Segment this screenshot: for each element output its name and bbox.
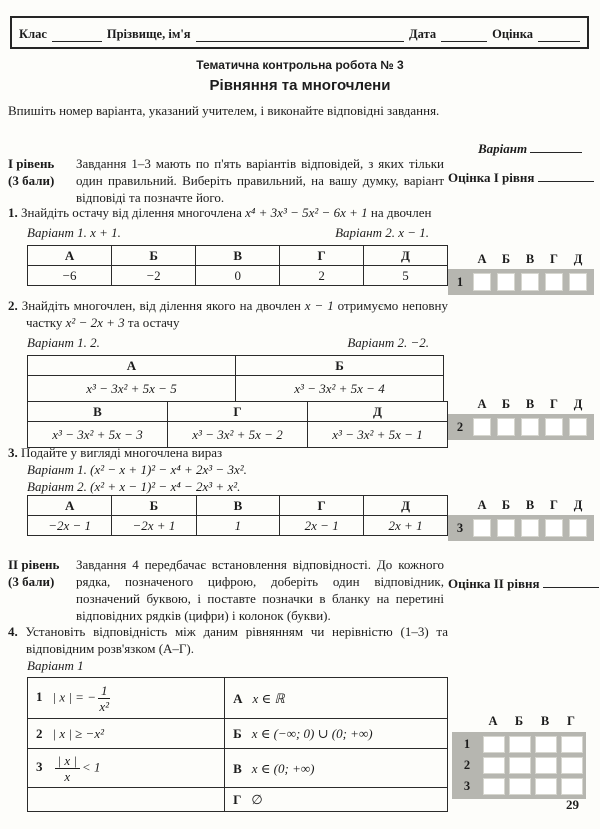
task1-header-cell: В (196, 246, 280, 266)
class-blank-field[interactable] (52, 28, 102, 42)
task4-matching-table (27, 677, 448, 812)
task1-variants (27, 224, 429, 241)
answer-checkbox[interactable] (535, 736, 557, 753)
task4-option-B: Б x ∈ (−∞; 0) ∪ (0; +∞) (225, 719, 448, 749)
task-1 (8, 204, 448, 286)
answer-checkbox[interactable] (483, 757, 505, 774)
task4-option-V: В x ∈ (0; +∞) (225, 749, 448, 788)
variant-label: Варіант (478, 141, 528, 156)
task2-value-cell: x³ − 3x² + 5x − 1 (308, 421, 448, 447)
answer-checkbox[interactable] (545, 273, 563, 291)
level2-score-line (448, 574, 599, 592)
task4-item-2: 2 | x | ≥ −x² (28, 719, 225, 749)
answer-checkbox[interactable] (473, 273, 491, 291)
task1-text: 1. Знайдіть остачу від ділення многочлена x⁴ + 3x³ − 5x² − 6x + 1 на двочлен (8, 205, 432, 220)
task4-item-3: 3 $\frac{| x |}{x}$ < 1 (28, 749, 225, 788)
level2-points: (3 бали) (8, 574, 55, 589)
task3-value-cell: 2x − 1 (280, 516, 364, 536)
date-blank-field[interactable] (441, 28, 487, 42)
task3-header-cell: Б (112, 496, 196, 516)
answer-grid-4-letters: А Б В Г (488, 714, 575, 728)
answer-grid-1 (448, 252, 594, 295)
task1-variant2: Варіант 2. x − 1. (335, 225, 429, 240)
level2-label (8, 556, 72, 590)
task2-answers-table-bottom (27, 401, 448, 448)
task2-variants (27, 334, 429, 351)
task4-option-A: А x ∈ ℝ (225, 678, 448, 719)
level1-points: (3 бали) (8, 173, 55, 188)
answer-grid-3 (448, 498, 594, 541)
answer-checkbox[interactable] (569, 273, 587, 291)
answer-checkbox[interactable] (535, 757, 557, 774)
task4-item-1: 1 | x | = − $\frac{1}{\text{x²}}$ (28, 678, 225, 719)
task3-header-cell: В (196, 496, 280, 516)
task1-answers-table (27, 245, 448, 286)
task2-header-cell: А (28, 356, 236, 376)
answer-grid-1-row-number: 1 (456, 274, 464, 289)
answer-grid-2-letters: А Б В Г Д (477, 397, 583, 411)
work-title: Тематична контрольна робота № 3 (196, 58, 404, 72)
task4-number: 4. (8, 624, 18, 639)
task1-value-cell: 2 (280, 266, 364, 286)
date-label: Дата (409, 27, 437, 41)
task2-value-cell: x³ − 3x² + 5x − 4 (236, 376, 444, 402)
answer-grid-4 (452, 714, 592, 799)
task2-variant1: Варіант 1. 2. (27, 335, 100, 350)
answer-checkbox[interactable] (497, 418, 515, 436)
answer-grid-3-row-number: 3 (456, 520, 464, 535)
answer-checkbox[interactable] (521, 273, 539, 291)
answer-checkbox[interactable] (497, 273, 515, 291)
answer-grid-1-strip (448, 269, 594, 295)
task2-value-cell: x³ − 3x² + 5x − 2 (168, 421, 308, 447)
name-blank-field[interactable] (196, 28, 404, 42)
task1-value-cell: −6 (28, 266, 112, 286)
task3-text: 3. Подайте у вигляді многочлена вираз (8, 445, 223, 460)
class-label: Клас (19, 27, 47, 41)
task2-header-cell: В (28, 401, 168, 421)
task3-header-cell: А (28, 496, 112, 516)
answer-grid-4-row-3: 3 (455, 778, 583, 795)
answer-grid-2-row-number: 2 (456, 419, 464, 434)
answer-checkbox[interactable] (561, 757, 583, 774)
answer-checkbox[interactable] (509, 757, 531, 774)
task1-header-cell: Б (112, 246, 196, 266)
level2-name: ІІ рівень (8, 557, 60, 572)
level1-instructions: Завдання 1–3 мають по п'ять варіантів відповідей, з яких тільки один правильний. Виберіть правильний, на вашу думку, варіант відповіді та позначте його. (76, 156, 444, 205)
task2-header-cell: Г (168, 401, 308, 421)
level2-instructions: Завдання 4 передбачає встановлення відповідності. До кожного рядка, позначеного цифрою, доберіть один відповідник, позначений буквою, і поставте позначки в бланку на перетині відповідних рядків (цифри) і колонок (букви). (76, 557, 444, 623)
answer-checkbox[interactable] (569, 418, 587, 436)
task2-value-cell: x³ − 3x² + 5x − 5 (28, 376, 236, 402)
name-label: Прізвище, ім'я (106, 27, 191, 41)
task1-header-cell: А (28, 246, 112, 266)
level1-name: І рівень (8, 156, 55, 171)
answer-checkbox[interactable] (509, 778, 531, 795)
task4-text: 4. Установіть відповідність між даним рівнянням чи нерівністю (1–3) та відповідним розв'язком (А–Г). (8, 624, 449, 656)
answer-grid-1-letters: А Б В Г Д (477, 252, 583, 266)
answer-grid-3-letters: А Б В Г Д (477, 498, 583, 512)
intro-text: Впишіть номер варіанта, указаний учителем, і виконайте відповідні завдання. (8, 103, 440, 118)
level1-score-label: Оцінка І рівня (448, 170, 535, 185)
table-row (28, 749, 448, 788)
task3-value-cell: −2x + 1 (112, 516, 196, 536)
task2-formula1: x − 1 (304, 298, 334, 313)
task2-variant2: Варіант 2. −2. (347, 335, 429, 350)
task1-value-cell: −2 (112, 266, 196, 286)
task2-number: 2. (8, 298, 18, 313)
level2-score-label: Оцінка ІІ рівня (448, 576, 540, 591)
task-3 (8, 444, 448, 536)
task1-variant1: Варіант 1. x + 1. (27, 225, 121, 240)
task4-variant-title: Варіант 1 (27, 658, 84, 673)
task1-header-cell: Г (280, 246, 364, 266)
task3-value-cell: 2x + 1 (364, 516, 448, 536)
answer-checkbox[interactable] (483, 736, 505, 753)
answer-checkbox[interactable] (561, 736, 583, 753)
task3-variant2: Варіант 2. (x² + x − 1)² − x⁴ − 2x³ + x². (27, 479, 241, 494)
task-4 (8, 623, 448, 812)
task1-number: 1. (8, 205, 18, 220)
answer-grid-4-block (452, 732, 586, 799)
fraction: $\frac{| x |}{x}$ (55, 753, 80, 784)
level2-score-blank-field[interactable] (543, 574, 599, 588)
task3-variant1: Варіант 1. (x² − x + 1)² − x⁴ + 2x³ − 3x². (27, 462, 247, 477)
grade-label: Оцінка (492, 27, 533, 41)
answer-checkbox[interactable] (561, 778, 583, 795)
task1-header-cell: Д (364, 246, 448, 266)
task1-value-cell: 0 (196, 266, 280, 286)
answer-checkbox[interactable] (521, 418, 539, 436)
table-row (28, 788, 448, 812)
answer-grid-4-row-2: 2 (455, 757, 583, 774)
grade-blank-field[interactable] (538, 28, 580, 42)
answer-checkbox[interactable] (521, 519, 539, 537)
answer-checkbox[interactable] (497, 519, 515, 537)
answer-grid-2 (448, 397, 594, 440)
task3-value-cell: −2x − 1 (28, 516, 112, 536)
page-number: 29 (566, 797, 579, 812)
table-row (28, 678, 448, 719)
task2-answers-table-top (27, 355, 444, 402)
fraction: $\frac{1}{\text{x²}}$ (99, 682, 110, 714)
variant-blank-field[interactable] (530, 139, 582, 153)
task1-value-cell: 5 (364, 266, 448, 286)
variant-line (478, 139, 582, 157)
answer-checkbox[interactable] (569, 519, 587, 537)
answer-grid-4-row-1: 1 (455, 736, 583, 753)
answer-grid-2-strip (448, 414, 594, 440)
answer-checkbox[interactable] (473, 418, 491, 436)
topic-title: Рівняння та многочлени (209, 77, 391, 94)
task2-header-cell: Д (308, 401, 448, 421)
task3-answers-table (27, 495, 448, 536)
task-2 (8, 297, 448, 448)
task1-formula: x⁴ + 3x³ − 5x² − 6x + 1 (245, 205, 368, 220)
answer-grid-3-strip (448, 515, 594, 541)
answer-checkbox[interactable] (483, 778, 505, 795)
task3-value-cell: 1 (196, 516, 280, 536)
task3-header-cell: Г (280, 496, 364, 516)
answer-checkbox[interactable] (545, 519, 563, 537)
task2-formula2: x² − 2x + 3 (65, 315, 125, 330)
table-row (28, 719, 448, 749)
task3-variants (27, 461, 448, 495)
task3-number: 3. (8, 445, 18, 460)
task2-value-cell: x³ − 3x² + 5x − 3 (28, 421, 168, 447)
level1-score-line (448, 168, 594, 186)
task4-option-G: Г ∅ (225, 788, 448, 812)
task4-item-empty (28, 788, 225, 812)
task2-text: 2. Знайдіть многочлен, від ділення якого на двочлен x − 1 отримуємо неповну частку x² − 2x + 3 та остачу (8, 298, 449, 330)
answer-checkbox[interactable] (509, 736, 531, 753)
answer-checkbox[interactable] (535, 778, 557, 795)
header-box (10, 16, 589, 49)
answer-checkbox[interactable] (545, 418, 563, 436)
task3-header-cell: Д (364, 496, 448, 516)
task2-header-cell: Б (236, 356, 444, 376)
level1-label (8, 155, 72, 189)
level1-score-blank-field[interactable] (538, 168, 594, 182)
answer-checkbox[interactable] (473, 519, 491, 537)
